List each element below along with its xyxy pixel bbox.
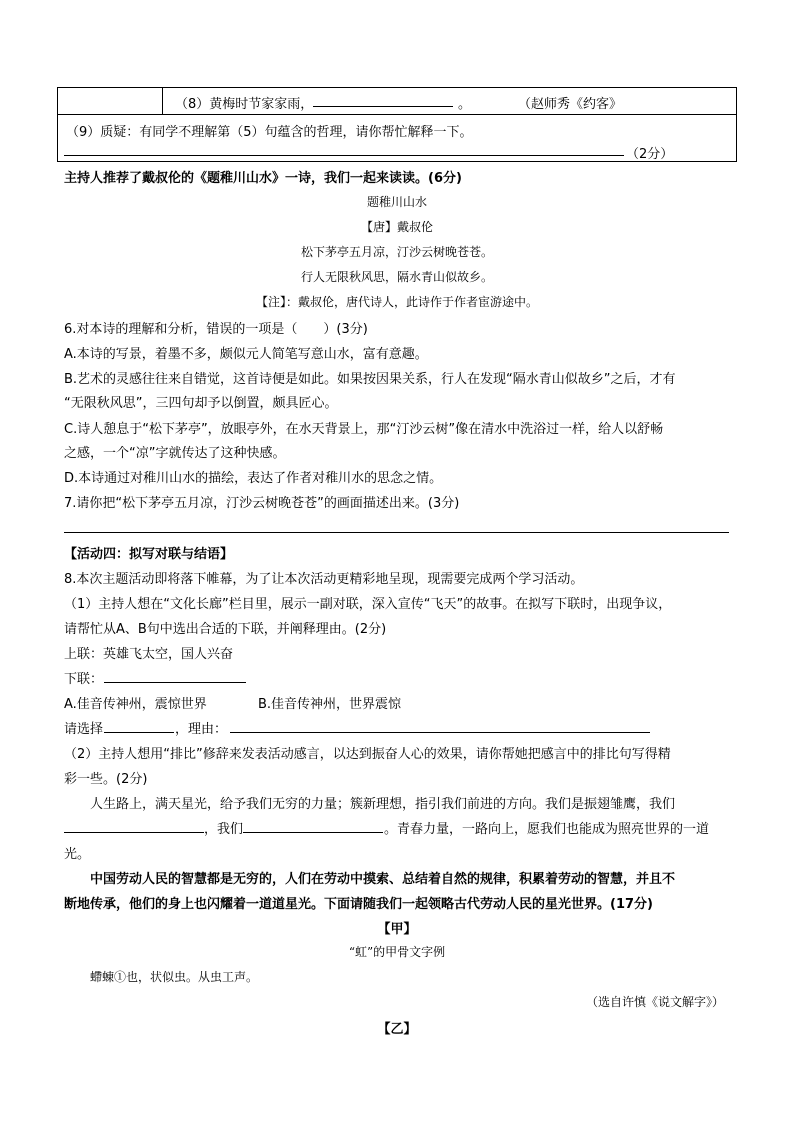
speech-blank-2[interactable] — [243, 820, 383, 833]
speech-line-3: 光。 — [64, 847, 91, 862]
labor-intro-line1: 中国劳动人民的智慧都是无穷的，人们在劳动中摸索、总结着自然的规律，积累着劳动的智慧，并且不 — [90, 872, 676, 887]
q6-option-d: D.本诗通过对稚川山水的描绘，表达了作者对稚川水的思念之情。 — [64, 471, 443, 486]
q8-part1-line2: 请帮忙从A、B句中选出合适的下联，并阐释理由。(2分) — [64, 622, 387, 637]
answer-table — [57, 87, 737, 162]
hong-caption: “虹”的甲骨文字例 — [348, 945, 446, 959]
reason-blank[interactable] — [230, 720, 650, 733]
row8-text: （8）黄梅时节家家雨， — [175, 97, 314, 112]
labor-intro-line2: 断地传承，他们的身上也闪耀着一道道星光。下面请随我们一起领略古代劳动人民的星光世界。(17分) — [64, 897, 653, 912]
poem-title: 题稚川山水 — [366, 195, 427, 209]
table-cell-row8 — [163, 88, 737, 115]
row9-blank[interactable] — [64, 143, 624, 156]
couplet-option-a: A.佳音传神州，震惊世界 — [64, 697, 207, 712]
activity4-title: 【活动四：拟写对联与结语】 — [64, 547, 234, 562]
q8-part1-line1: （1）主持人想在“文化长廊”栏目里，展示一副对联，深入宣传“飞天”的故事。在拟写下联时，出现争议， — [64, 597, 672, 612]
q6-stem: 6.对本诗的理解和分析，错误的一项是（ ）(3分) — [64, 322, 368, 337]
poem-note: 【注】：戴叔伦，唐代诗人，此诗作于作者宦游途中。 — [255, 295, 538, 309]
hong-definition: 螮蝀①也，状似虫。从虫工声。 — [90, 970, 259, 984]
table-cell-row9 — [58, 115, 737, 162]
section-divider — [64, 532, 729, 533]
poem-intro: 主持人推荐了戴叔伦的《题稚川山水》一诗，我们一起来读读。(6分) — [64, 171, 462, 186]
q6-option-c-line2: 之感，一个“凉”字就传达了这种快感。 — [64, 446, 286, 461]
section-jia-label: 【甲】 — [377, 922, 417, 937]
couplet-lower-blank[interactable] — [104, 670, 246, 683]
q8-stem: 8.本次主题活动即将落下帷幕，为了让本次活动更精彩地呈现，现需要完成两个学习活动。 — [64, 572, 584, 587]
choose-blank[interactable] — [104, 720, 174, 733]
q8-part2-line1: （2）主持人想用“排比”修辞来发表活动感言，以达到振奋人心的效果，请你帮她把感言中的排比句写得精 — [64, 747, 671, 762]
choose-label: 请选择 — [64, 722, 104, 737]
poem-line-1: 松下茅亭五月凉，汀沙云树晚苍苍。 — [300, 245, 493, 259]
speech-mid: ，我们 — [204, 822, 244, 837]
row8-blank[interactable] — [313, 94, 453, 107]
q7-stem: 7.请你把“松下茅亭五月凉，汀沙云树晚苍苍”的画面描述出来。(3分) — [64, 496, 460, 511]
speech-blank-1[interactable] — [64, 820, 204, 833]
q6-option-b-line1: B.艺术的灵感往往来自错觉，这首诗便是如此。如果按因果关系，行人在发现“隔水青山似故乡”之后，才有 — [64, 372, 676, 387]
hong-source: （选自许慎《说文解字》） — [585, 995, 724, 1009]
speech-line-1: 人生路上，满天星光，给予我们无穷的力量；簇新理想，指引我们前进的方向。我们是振翅雏鹰，我们 — [90, 797, 676, 812]
couplet-option-b: B.佳音传神州，世界震惊 — [258, 697, 402, 712]
q6-option-a: A.本诗的写景，着墨不多，颇似元人简笔写意山水，富有意趣。 — [64, 347, 428, 362]
couplet-lower-label: 下联： — [64, 672, 104, 687]
couplet-upper: 上联：英雄飞太空，国人兴奋 — [64, 647, 234, 662]
row9-score: （2分） — [626, 147, 674, 162]
speech-end: 。青春力量，一路向上，愿我们也能成为照亮世界的一道 — [384, 822, 710, 837]
row8-source: （赵师秀《约客》 — [518, 97, 623, 112]
section-yi-label: 【乙】 — [377, 1022, 417, 1037]
q8-part2-line2: 彩一些。(2分) — [64, 772, 148, 787]
q6-option-c-line1: C.诗人憩息于“松下茅亭”，放眼亭外，在水天背景上，那“汀沙云树”像在清水中洗浴过一样，给人以舒畅 — [64, 422, 664, 437]
row9-text: （9）质疑：有同学不理解第（5）句蕴含的哲理，请你帮忙解释一下。 — [66, 125, 473, 140]
q6-option-b-line2: “无限秋风思”，三四句却予以倒置，颇具匠心。 — [64, 396, 338, 411]
poem-author: 【唐】戴叔伦 — [360, 220, 433, 234]
poem-line-2: 行人无限秋风思，隔水青山似故乡。 — [300, 270, 493, 284]
table-cell-empty — [58, 88, 163, 115]
row8-end: 。 — [458, 97, 472, 112]
reason-label: ，理由： — [175, 722, 228, 737]
